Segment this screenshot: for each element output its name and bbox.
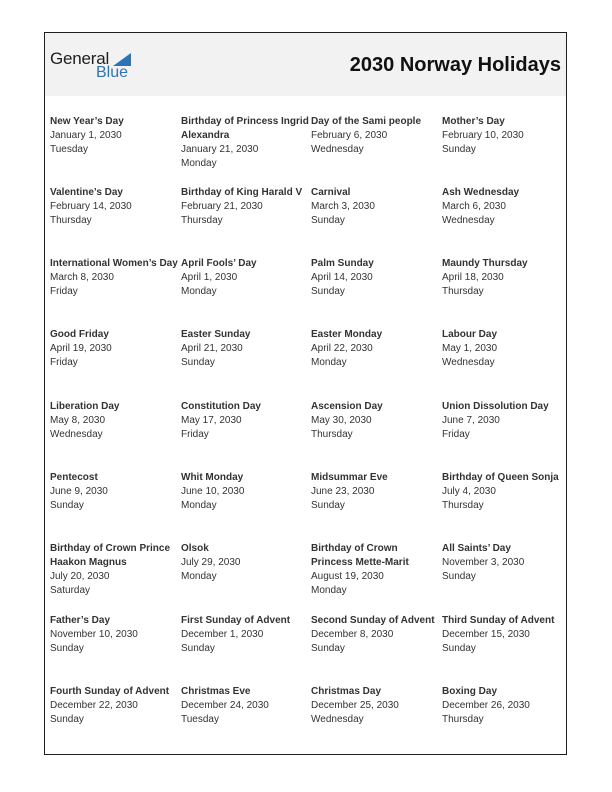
holiday-date: June 10, 2030 xyxy=(181,486,245,497)
holiday-name: Pentecost xyxy=(50,472,98,483)
holiday-weekday: Monday xyxy=(311,585,347,596)
holiday-weekday: Monday xyxy=(311,357,347,368)
holiday-weekday: Sunday xyxy=(50,714,84,725)
holiday-weekday: Sunday xyxy=(442,144,476,155)
holiday-weekday: Friday xyxy=(181,429,209,440)
holiday-weekday: Sunday xyxy=(311,286,345,297)
holiday-entry xyxy=(181,328,309,370)
holiday-weekday: Friday xyxy=(50,357,78,368)
holiday-weekday: Sunday xyxy=(50,643,84,654)
holiday-weekday: Thursday xyxy=(311,429,353,440)
holiday-name: Mother’s Day xyxy=(442,116,505,127)
holiday-name: Second Sunday of Advent xyxy=(311,615,435,626)
holiday-date: December 8, 2030 xyxy=(311,629,394,640)
holiday-weekday: Wednesday xyxy=(442,357,495,368)
holiday-name: Ash Wednesday xyxy=(442,187,520,198)
holiday-weekday: Friday xyxy=(442,429,470,440)
holiday-entry xyxy=(50,685,178,727)
holiday-name: Christmas Eve xyxy=(181,686,251,697)
holiday-name: Olsok xyxy=(181,543,209,554)
holiday-weekday: Thursday xyxy=(442,286,484,297)
holiday-date: March 8, 2030 xyxy=(50,272,114,283)
holiday-date: April 22, 2030 xyxy=(311,343,373,354)
holiday-date: December 25, 2030 xyxy=(311,700,399,711)
holiday-name: Birthday of Crown Princess Mette-Marit xyxy=(311,543,409,568)
holiday-entry xyxy=(50,400,178,442)
holiday-date: February 21, 2030 xyxy=(181,201,263,212)
holiday-date: December 1, 2030 xyxy=(181,629,264,640)
holiday-date: July 29, 2030 xyxy=(181,557,241,568)
holiday-date: May 30, 2030 xyxy=(311,415,372,426)
holiday-entry xyxy=(181,257,309,299)
holiday-weekday: Thursday xyxy=(181,215,223,226)
holiday-weekday: Sunday xyxy=(442,643,476,654)
holiday-weekday: Monday xyxy=(181,571,217,582)
holiday-entry xyxy=(311,328,439,370)
holiday-weekday: Tuesday xyxy=(50,144,88,155)
holiday-name: Birthday of Queen Sonja xyxy=(442,472,559,483)
holiday-entry xyxy=(50,471,178,513)
holiday-entry xyxy=(181,542,309,584)
holiday-weekday: Thursday xyxy=(442,500,484,511)
generalblue-logo xyxy=(50,49,140,83)
holiday-name: Father’s Day xyxy=(50,615,111,626)
holiday-date: April 14, 2030 xyxy=(311,272,373,283)
holiday-name: Easter Sunday xyxy=(181,329,251,340)
holiday-date: November 10, 2030 xyxy=(50,629,138,640)
holiday-date: April 18, 2030 xyxy=(442,272,504,283)
holiday-date: May 8, 2030 xyxy=(50,415,106,426)
holiday-weekday: Wednesday xyxy=(442,215,495,226)
holiday-weekday: Monday xyxy=(181,158,217,169)
holiday-name: Day of the Sami people xyxy=(311,116,422,127)
holiday-entry xyxy=(50,115,178,157)
holiday-name: Christmas Day xyxy=(311,686,382,697)
holiday-entry xyxy=(181,614,309,656)
holiday-name: Midsummar Eve xyxy=(311,472,388,483)
holiday-weekday: Sunday xyxy=(311,215,345,226)
holiday-name: Birthday of King Harald V xyxy=(181,187,303,198)
header xyxy=(45,33,566,96)
holiday-weekday: Sunday xyxy=(442,571,476,582)
holiday-entry xyxy=(442,115,570,157)
holiday-name: Union Dissolution Day xyxy=(442,401,549,412)
holiday-name: First Sunday of Advent xyxy=(181,615,291,626)
holiday-weekday: Wednesday xyxy=(311,144,364,155)
holiday-entry xyxy=(181,115,309,171)
holiday-entry xyxy=(311,542,439,598)
holiday-weekday: Friday xyxy=(50,286,78,297)
holiday-entry xyxy=(50,614,178,656)
holiday-name: Carnival xyxy=(311,187,351,198)
holiday-entry xyxy=(50,542,178,598)
holiday-date: May 1, 2030 xyxy=(442,343,498,354)
holiday-entry xyxy=(311,257,439,299)
holiday-date: March 3, 2030 xyxy=(311,201,375,212)
holiday-name: Labour Day xyxy=(442,329,498,340)
holiday-entry xyxy=(311,471,439,513)
holiday-weekday: Sunday xyxy=(181,643,215,654)
holiday-date: December 15, 2030 xyxy=(442,629,530,640)
holiday-name: New Year’s Day xyxy=(50,116,124,127)
calendar-page xyxy=(44,32,567,755)
holiday-entry xyxy=(442,471,570,513)
holiday-entry xyxy=(311,614,439,656)
holiday-entry xyxy=(442,186,570,228)
holiday-date: June 23, 2030 xyxy=(311,486,375,497)
holiday-name: International Women’s Day xyxy=(50,258,178,269)
logo-text-blue: Blue xyxy=(96,64,129,81)
holiday-entry xyxy=(181,685,309,727)
holiday-date: August 19, 2030 xyxy=(311,571,384,582)
holiday-name: Birthday of Princess Ingrid Alexandra xyxy=(181,116,309,141)
holiday-entry xyxy=(181,186,309,228)
holiday-date: July 20, 2030 xyxy=(50,571,110,582)
holiday-entry xyxy=(442,614,570,656)
holiday-date: February 6, 2030 xyxy=(311,130,388,141)
holiday-entry xyxy=(311,685,439,727)
holiday-date: April 21, 2030 xyxy=(181,343,243,354)
holiday-date: November 3, 2030 xyxy=(442,557,525,568)
holiday-entry xyxy=(442,400,570,442)
holiday-name: Good Friday xyxy=(50,329,109,340)
logo-text-general: General xyxy=(50,49,110,68)
holiday-weekday: Monday xyxy=(181,500,217,511)
holiday-name: April Fools’ Day xyxy=(181,258,257,269)
holiday-entry xyxy=(50,257,178,299)
holiday-name: Boxing Day xyxy=(442,686,498,697)
holiday-entry xyxy=(181,400,309,442)
holiday-name: Birthday of Crown Prince Haakon Magnus xyxy=(50,543,171,568)
holiday-name: Liberation Day xyxy=(50,401,120,412)
holiday-weekday: Wednesday xyxy=(311,714,364,725)
holiday-name: Fourth Sunday of Advent xyxy=(50,686,170,697)
holiday-name: Whit Monday xyxy=(181,472,244,483)
holiday-entry xyxy=(311,400,439,442)
holiday-weekday: Sunday xyxy=(311,500,345,511)
holiday-name: Maundy Thursday xyxy=(442,258,528,269)
holiday-date: April 19, 2030 xyxy=(50,343,112,354)
holiday-date: December 24, 2030 xyxy=(181,700,269,711)
holiday-entry xyxy=(50,186,178,228)
holiday-date: February 14, 2030 xyxy=(50,201,132,212)
holiday-weekday: Thursday xyxy=(50,215,92,226)
holiday-entry xyxy=(50,328,178,370)
holiday-name: Valentine’s Day xyxy=(50,187,123,198)
holiday-entry xyxy=(442,257,570,299)
holiday-name: Constitution Day xyxy=(181,401,261,412)
holiday-name: Easter Monday xyxy=(311,329,383,340)
holiday-weekday: Wednesday xyxy=(50,429,103,440)
page-title: 2030 Norway Holidays xyxy=(349,54,561,76)
holiday-entry xyxy=(311,115,439,157)
holiday-date: May 17, 2030 xyxy=(181,415,242,426)
holiday-name: Ascension Day xyxy=(311,401,383,412)
holiday-weekday: Sunday xyxy=(311,643,345,654)
holiday-weekday: Saturday xyxy=(50,585,91,596)
holiday-weekday: Tuesday xyxy=(181,714,219,725)
holiday-weekday: Sunday xyxy=(50,500,84,511)
holiday-date: June 7, 2030 xyxy=(442,415,500,426)
holiday-name: All Saints’ Day xyxy=(442,543,511,554)
holiday-date: December 26, 2030 xyxy=(442,700,530,711)
holiday-date: June 9, 2030 xyxy=(50,486,108,497)
holiday-name: Palm Sunday xyxy=(311,258,374,269)
holiday-date: July 4, 2030 xyxy=(442,486,496,497)
holiday-weekday: Sunday xyxy=(181,357,215,368)
holiday-date: March 6, 2030 xyxy=(442,201,506,212)
holiday-date: February 10, 2030 xyxy=(442,130,524,141)
holiday-entry xyxy=(442,542,570,584)
holiday-date: January 21, 2030 xyxy=(181,144,259,155)
holiday-date: April 1, 2030 xyxy=(181,272,238,283)
holiday-weekday: Monday xyxy=(181,286,217,297)
holiday-entry xyxy=(442,685,570,727)
holiday-entry xyxy=(442,328,570,370)
holiday-entry xyxy=(311,186,439,228)
holiday-weekday: Thursday xyxy=(442,714,484,725)
holiday-name: Third Sunday of Advent xyxy=(442,615,555,626)
holiday-date: December 22, 2030 xyxy=(50,700,138,711)
holiday-entry xyxy=(181,471,309,513)
holiday-date: January 1, 2030 xyxy=(50,130,122,141)
